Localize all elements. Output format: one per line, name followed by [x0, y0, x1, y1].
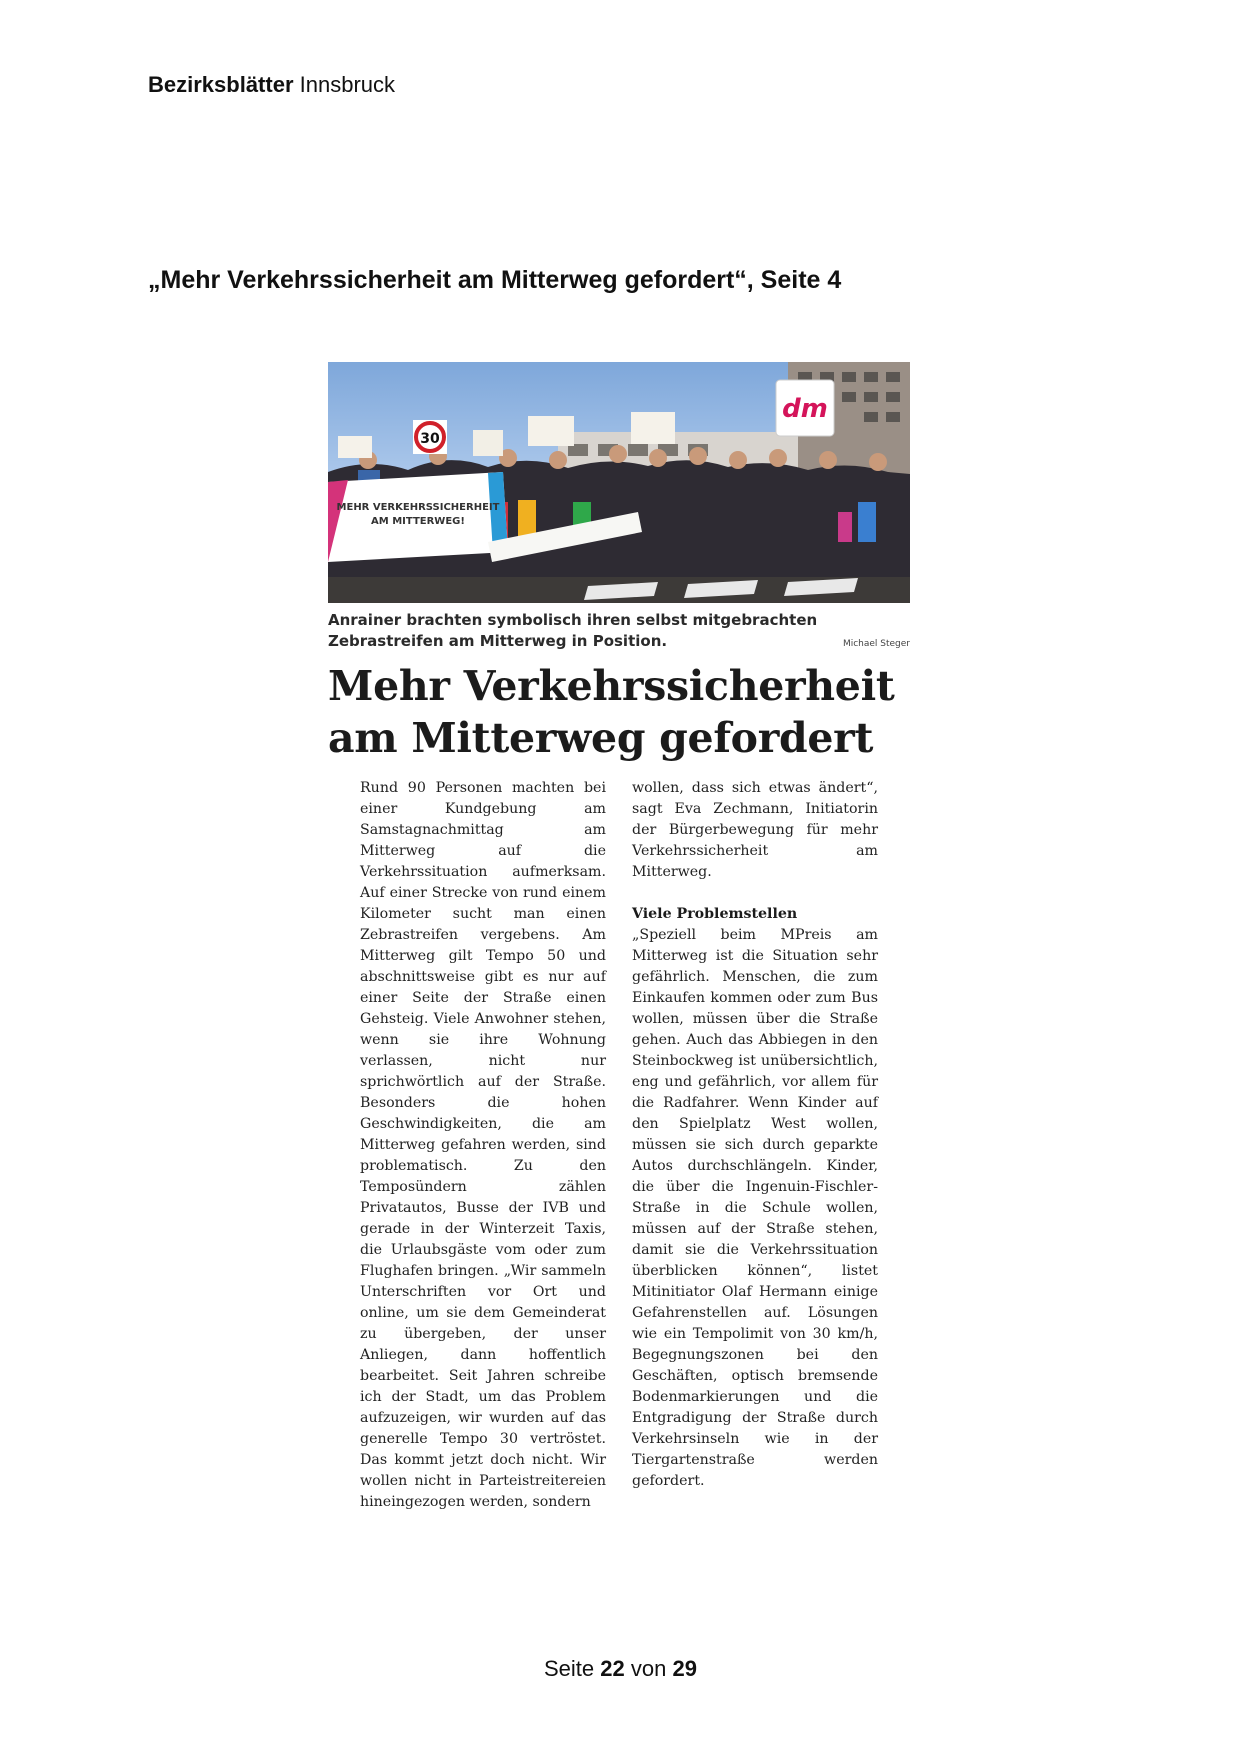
page-prefix: Seite — [544, 1656, 595, 1681]
article-column-right — [632, 778, 878, 1513]
newspaper-clipping — [328, 362, 910, 1513]
caption-row — [328, 610, 910, 652]
store-sign-text: dm — [782, 394, 828, 424]
right-column-intro: wollen, dass sich etwas ändert“, sagt Eva Zechmann, Initiatorin der Bürgerbewegung für mehr Verkehrssicherheit am Mitterweg. — [632, 780, 878, 880]
article-body — [360, 778, 878, 1513]
banner-line-1: MEHR VERKEHRSSICHERHEIT — [336, 502, 500, 513]
photo-illustration — [328, 362, 910, 603]
article-column-left — [360, 778, 606, 1513]
right-column-body: „Speziell beim MPreis am Mitterweg ist die Situation sehr gefährlich. Menschen, die zum Einkaufen kommen oder zum Bus wollen, müssen über die Straße gehen. Auch das Abbiegen in den Steinbockweg ist unübersichtlich, eng und gefährlich, vor allem für die Radfahrer. Wenn Kinder auf den Spielplatz West wollen, müssen sie sich durch geparkte Autos durchschlängeln. Kinder, die über die Ingenuin-Fischler-Straße in die Schule wollen, müssen auf der Straße stehen, damit sie die Verkehrssituation überblicken können“, listet Mitinitiator Olaf Hermann einige Gefahrenstellen auf. Lösungen wie ein Tempolimit von 30 km/h, Begegnungszonen bei den Geschäften, optisch bremsende Bodenmarkierungen und die Entgradigung der Straße durch Verkehrsinseln wie in der Tiergartenstraße werden gefordert. — [632, 927, 878, 1489]
banner-line-2: AM MITTERWEG! — [371, 516, 465, 527]
total-pages: 29 — [672, 1656, 697, 1681]
publication-name: Bezirksblätter — [148, 72, 294, 97]
headline-line-1: Mehr Verkehrssicherheit — [328, 662, 895, 710]
article-subheading: Viele Problemstellen — [632, 906, 798, 922]
headline-line-2: am Mitterweg gefordert — [328, 714, 874, 762]
publication-place: Innsbruck — [299, 72, 396, 97]
photo-caption: Anrainer brachten symbolisch ihren selbst mitgebrachten Zebrastreifen am Mitterweg in Position. — [328, 611, 818, 650]
article-headline — [328, 660, 910, 764]
current-page: 22 — [600, 1656, 625, 1681]
document-title: „Mehr Verkehrssicherheit am Mitterweg gefordert“, Seite 4 — [148, 266, 842, 294]
speed-sign-text: 30 — [420, 431, 440, 447]
page-separator: von — [630, 1656, 667, 1681]
page-number — [0, 1656, 1241, 1682]
publication-header — [148, 72, 395, 98]
demonstration-photo — [328, 362, 910, 603]
left-column-text: Rund 90 Personen machten bei einer Kundgebung am Samstagnachmittag am Mitterweg auf die Verkehrssituation aufmerksam. Auf einer Strecke von rund einem Kilometer sucht man einen Zebrastreifen vergebens. Am Mitterweg gilt Tempo 50 und abschnittsweise gibt es nur auf einer Seite der Straße einen Gehsteig. Viele Anwohner stehen, wenn sie ihre Wohnung verlassen, nicht nur sprichwörtlich auf der Straße. Besonders die hohen Geschwindigkeiten, die am Mitterweg gefahren werden, sind problematisch. Zu den Temposündern zählen Privatautos, Busse der IVB und gerade in der Winterzeit Taxis, die Urlaubsgäste vom oder zum Flughafen bringen. „Wir sammeln Unterschriften vor Ort und online, um sie dem Gemeinderat zu übergeben, der unser Anliegen, dann hoffentlich bearbeitet. Seit Jahren schreibe ich der Stadt, um das Problem aufzuzeigen, wir wurden auf das generelle Tempo 30 vertröstet. Das kommt jetzt doch nicht. Wir wollen nicht in Parteistreitereien hineingezogen werden, sondern — [360, 780, 606, 1510]
photo-credit: Michael Steger — [842, 639, 910, 649]
